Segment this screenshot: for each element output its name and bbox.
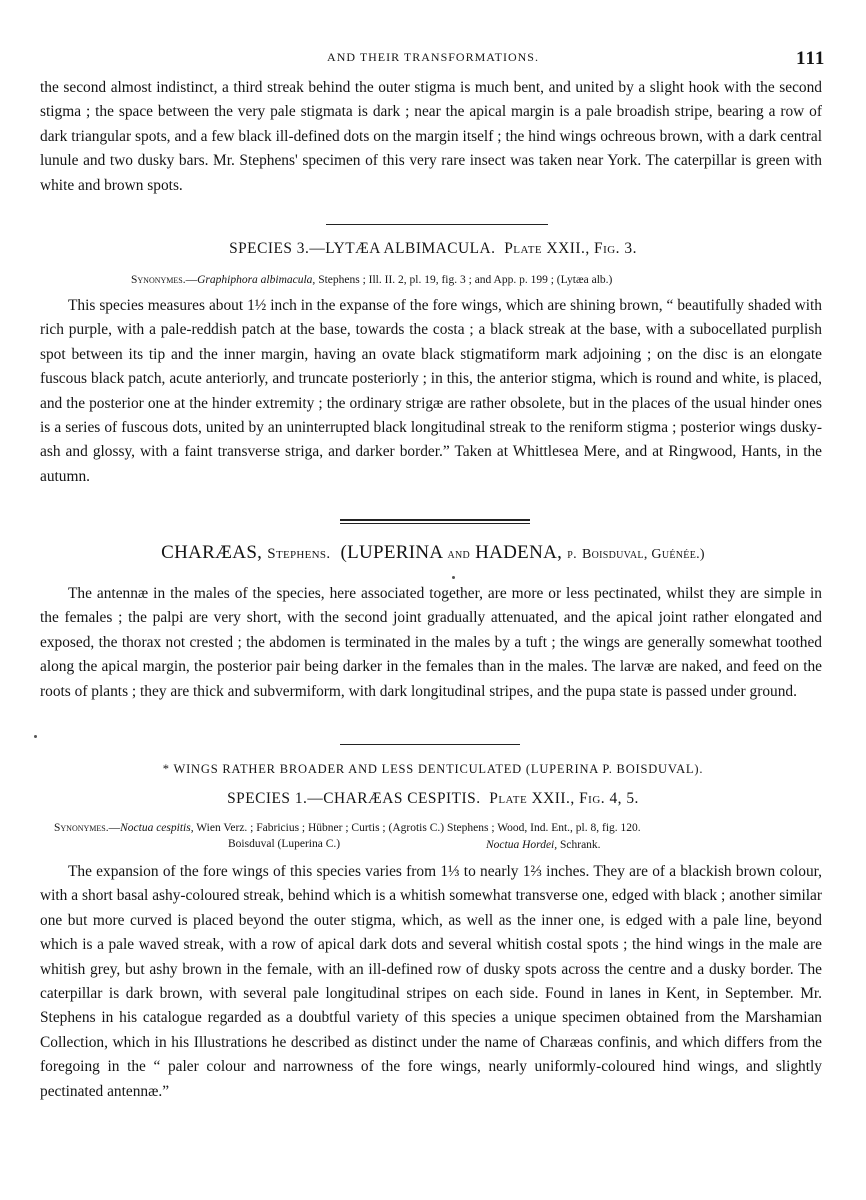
species-3-heading <box>0 240 866 258</box>
print-speck <box>34 735 37 738</box>
paragraph-continued: the second almost indistinct, a third streak behind the outer stigma is much bent, and united by a slight hook with the second stigma ; the space between the very pale stigmata is dark ; near the apical margin is a pale broadish stripe, bearing a row of dark triangular spots, and a few black ill-defined dots on the margin itself ; the hind wings ochreous brown, with a dark central lunule and two dusky bars. Mr. Stephens' specimen of this very rare insect was taken near York. The caterpillar is green with white and brown spots. <box>40 79 822 194</box>
synonym-author: Schrank. <box>560 839 601 851</box>
genus-heading <box>0 542 866 564</box>
genus-author: Stephens. <box>267 546 331 562</box>
page-number: 111 <box>796 48 826 69</box>
synonyms-label: Synonymes.— <box>54 822 121 834</box>
genus-name: CHARÆAS, <box>161 542 263 563</box>
species-1-plate: Plate XXII., Fig. 4, 5. <box>489 790 639 807</box>
synonyms-label: Synonymes.— <box>131 274 198 286</box>
species-1-synonyms-line2a: Boisduval (Luperina C.) <box>228 838 341 850</box>
species-1-description: The expansion of the fore wings of this species varies from 1⅓ to nearly 1⅔ inches. They are of a blackish brown colour, with a short basal ashy-coloured streak, behind which is a whitish somewhat transverse one, edged with black ; another similar one but more curved is placed beyond the outer stigma, which, as well as the inner one, is edged with a pale line, beyond which is a pale waved streak, with a row of apical dark dots and several whitish costal spots ; the hind wings in the male are whitish grey, but ashy brown in the female, with an ill-defined row of dusky spots across the centre and a dusky border. The caterpillar is dark brown, with several pale longitudinal stripes on each side. Found in lanes in Kent, in September. Mr. Stephens in his catalogue regarded as a doubtful variety of this species a unique specimen obtained from the Marshamian Collection, which in his Illustrations he described as distinct under the name of Charæas confinis, and which differs from the foregoing in the “ paler colour and narrowness of the fore wings, nearly uniformly-coloured hind wings, and slightly pectinated antennæ.” <box>40 863 822 1100</box>
species-3-synonyms <box>131 272 612 289</box>
species-3-plate: Plate XXII., Fig. 3. <box>504 240 637 257</box>
synonym-name: Noctua Hordei, <box>486 839 558 851</box>
species-1-heading <box>0 790 866 808</box>
species-1-synonyms-line2b <box>486 837 601 854</box>
species-1-synonyms-line1 <box>54 820 641 837</box>
species-3-name: SPECIES 3.—LYTÆA ALBIMACULA. <box>229 240 496 257</box>
synonym-name: Noctua cespitis, <box>120 822 194 834</box>
genus-alt: (LUPERINA <box>340 542 443 563</box>
running-head: AND THEIR TRANSFORMATIONS. <box>327 50 539 64</box>
subsection-heading: * WINGS RATHER BROADER AND LESS DENTICULATED (LUPERINA P. BOISDUVAL). <box>162 762 704 776</box>
synonym-name: Graphiphora albimacula, <box>197 274 316 286</box>
genus-p: p. <box>567 547 577 562</box>
synonym-references: Stephens ; Ill. II. 2, pl. 19, fig. 3 ; and App. p. 199 ; (Lytæa alb.) <box>318 274 613 286</box>
section-rule <box>326 224 548 225</box>
print-speck <box>452 576 455 579</box>
genus-double-rule <box>340 519 530 524</box>
genus-description: The antennæ in the males of the species, here associated together, are more or less pectinated, whilst they are simple in the females ; the palpi are very short, with the second joint gradually attenuated, and the apical joint rather elongated and exposed, the thorax not crested ; the abdomen is terminated in the males by a tuft ; the wings are generally somewhat toothed along the apical margin, the posterior pair being darker in the females than in the males. The larvæ are naked, and feed on the roots of plants ; they are thick and subvermiform, with dark longitudinal stripes, and the pupa state is passed under ground. <box>40 585 822 700</box>
genus-alt2: HADENA, <box>475 542 563 563</box>
section-rule <box>340 744 520 745</box>
genus-and: and <box>447 547 471 562</box>
species-1-name: SPECIES 1.—CHARÆAS CESPITIS. <box>227 790 481 807</box>
species-3-description: This species measures about 1½ inch in the expanse of the fore wings, which are shining brown, “ beautifully shaded with rich purple, with a pale-reddish patch at the base, towards the costa ; a black streak at the base, with a subocellated purplish spot between its tip and the inner margin, having an ovate black stigmatiform mark adjoining ; on the disc is an elongate fuscous black patch, acute anteriorly, and truncate posteriorly ; in this, the anterior stigma, which is round and white, is placed, and the posterior one at the hinder extremity ; the ordinary strigæ are rather obsolete, but in the places of the usual hinder ones is a series of fuscous dots, united by an uninterrupted black longitudinal streak to the reniform stigma ; posterior wings dusky-ash and glossy, with a faint transverse striga, and darker border.” Taken at Whittlesea Mere, and at Ringwood, Hants, in the autumn. <box>40 297 822 485</box>
synonym-references: Wien Verz. ; Fabricius ; Hübner ; Curtis ; (Agrotis C.) Stephens ; Wood, Ind. Ent., pl. 8, fig. 120. <box>196 822 641 834</box>
genus-alt-authors: Boisduval, Guénée.) <box>581 547 705 562</box>
